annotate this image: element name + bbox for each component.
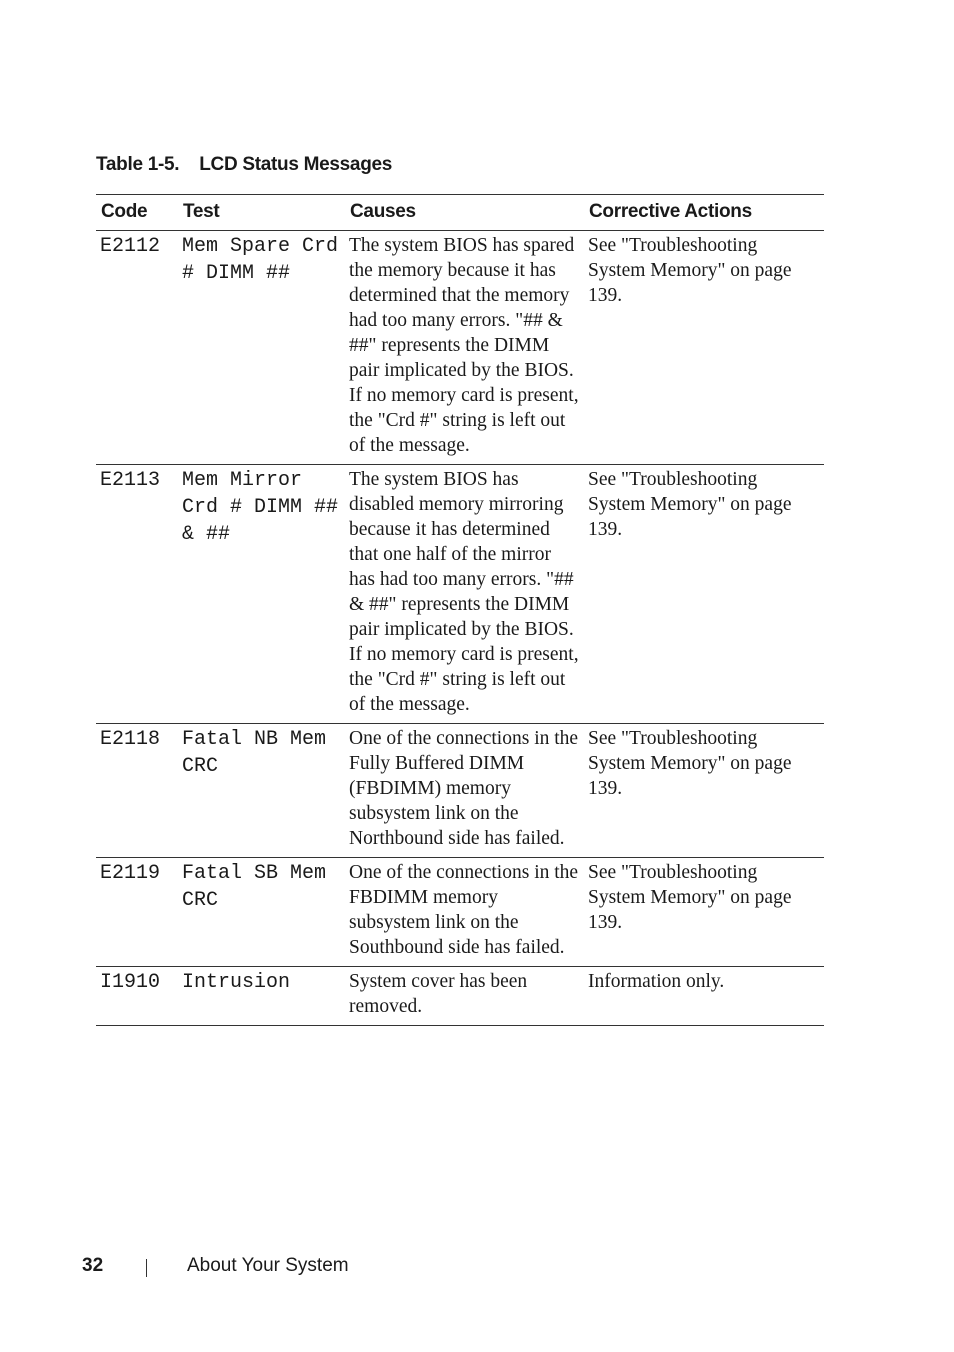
table-row <box>96 858 824 967</box>
cell-causes: One of the connections in the Fully Buffered DIMM (FBDIMM) memory subsystem link on the Northbound side has failed. <box>345 724 584 858</box>
table-row <box>96 967 824 1026</box>
cell-test: Fatal NB Mem CRC <box>178 724 345 858</box>
cell-corrective-actions: See "Troubleshooting System Memory" on page 139. <box>584 858 824 967</box>
header-test: Test <box>178 195 345 231</box>
header-code: Code <box>96 195 178 231</box>
cell-code: E2118 <box>96 724 178 858</box>
table-row <box>96 724 824 858</box>
cell-corrective-actions: See "Troubleshooting System Memory" on page 139. <box>584 231 824 465</box>
cell-code: I1910 <box>96 967 178 1026</box>
cell-causes: The system BIOS has spared the memory because it has determined that the memory had too many errors. "## & ##" represents the DIMM pair implicated by the BIOS. If no memory card is present, the "Crd #" string is left out of the message. <box>345 231 584 465</box>
header-causes: Causes <box>345 195 584 231</box>
table-caption-number: Table 1-5. <box>96 154 180 175</box>
table-caption <box>96 154 392 176</box>
cell-causes: The system BIOS has disabled memory mirroring because it has determined that one half of the mirror has had too many errors. "## & ##" represents the DIMM pair implicated by the BIOS. If no memory card is present, the "Crd #" string is left out of the message. <box>345 465 584 724</box>
table-row <box>96 465 824 724</box>
cell-test: Fatal SB Mem CRC <box>178 858 345 967</box>
cell-corrective-actions: See "Troubleshooting System Memory" on page 139. <box>584 465 824 724</box>
cell-test: Intrusion <box>178 967 345 1026</box>
cell-corrective-actions: See "Troubleshooting System Memory" on page 139. <box>584 724 824 858</box>
table-caption-title: LCD Status Messages <box>199 154 393 175</box>
footer-divider <box>146 1259 147 1277</box>
footer-section-title: About Your System <box>187 1255 349 1276</box>
cell-corrective-actions: Information only. <box>584 967 824 1026</box>
page-number: 32 <box>82 1255 104 1276</box>
cell-code: E2119 <box>96 858 178 967</box>
table-row <box>96 231 824 465</box>
header-corrective-actions: Corrective Actions <box>584 195 824 231</box>
cell-causes: One of the connections in the FBDIMM memory subsystem link on the Southbound side has failed. <box>345 858 584 967</box>
cell-causes: System cover has been removed. <box>345 967 584 1026</box>
cell-code: E2112 <box>96 231 178 465</box>
cell-test: Mem Spare Crd # DIMM ## <box>178 231 345 465</box>
table-header-row <box>96 195 824 231</box>
lcd-status-table <box>96 194 824 1026</box>
cell-code: E2113 <box>96 465 178 724</box>
cell-test: Mem Mirror Crd # DIMM ## & ## <box>178 465 345 724</box>
